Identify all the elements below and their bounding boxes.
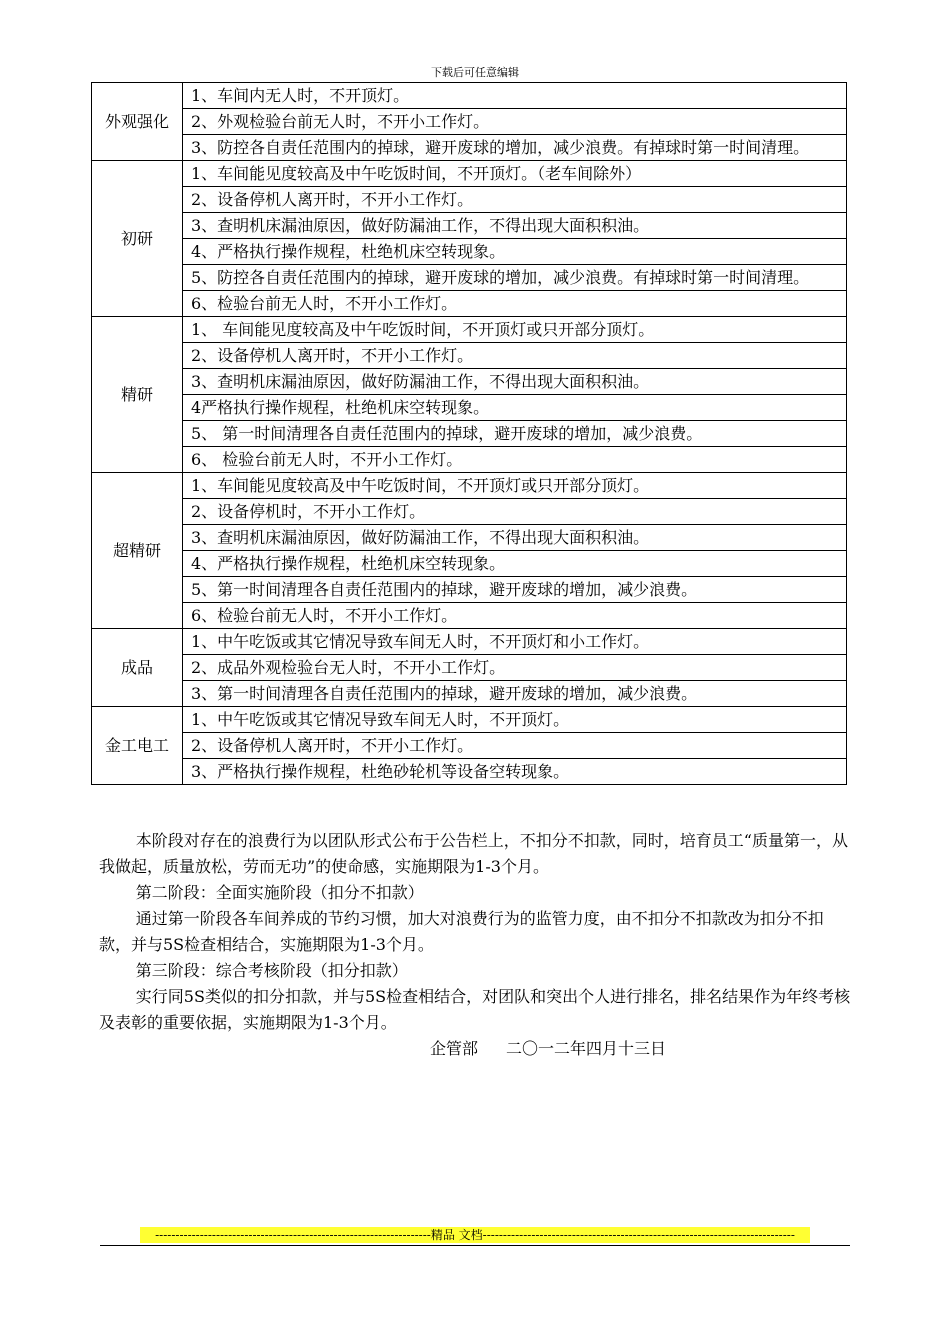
rule-item: 1、车间能见度较高及中午吃饭时间，不开顶灯或只开部分顶灯。 — [183, 473, 847, 499]
category-cell: 成品 — [92, 629, 183, 707]
paragraph-stage-three-description: 实行同5S类似的扣分扣款，并与5S检查相结合，对团队和突出个人进行排名，排名结果作为年终考核及表彰的重要依据，实施期限为1-3个月。 — [99, 987, 851, 1032]
table-row — [92, 395, 847, 421]
table-row — [92, 187, 847, 213]
table-row — [92, 343, 847, 369]
table-row — [92, 239, 847, 265]
table-row — [92, 421, 847, 447]
rule-item: 3、查明机床漏油原因，做好防漏油工作，不得出现大面积积油。 — [183, 213, 847, 239]
rule-item: 3、查明机床漏油原因，做好防漏油工作，不得出现大面积积油。 — [183, 369, 847, 395]
table-row — [92, 447, 847, 473]
table-row — [92, 265, 847, 291]
category-cell: 初研 — [92, 161, 183, 317]
rule-item: 2、设备停机人离开时，不开小工作灯。 — [183, 343, 847, 369]
rule-item: 4、严格执行操作规程，杜绝机床空转现象。 — [183, 551, 847, 577]
rule-item: 2、成品外观检验台无人时，不开小工作灯。 — [183, 655, 847, 681]
table-row — [92, 83, 847, 109]
rule-item: 6、检验台前无人时，不开小工作灯。 — [183, 291, 847, 317]
table-row — [92, 655, 847, 681]
table-row — [92, 317, 847, 343]
heading-stage-two: 第二阶段：全面实施阶段（扣分不扣款） — [135, 883, 424, 902]
table-row — [92, 369, 847, 395]
rule-item: 2、设备停机人离开时，不开小工作灯。 — [183, 733, 847, 759]
rule-item: 4严格执行操作规程，杜绝机床空转现象。 — [183, 395, 847, 421]
rule-item: 3、严格执行操作规程，杜绝砂轮机等设备空转现象。 — [183, 759, 847, 785]
rule-item: 2、设备停机人离开时，不开小工作灯。 — [183, 187, 847, 213]
table-row — [92, 213, 847, 239]
rule-item: 3、查明机床漏油原因，做好防漏油工作，不得出现大面积积油。 — [183, 525, 847, 551]
rule-item: 1、中午吃饭或其它情况导致车间无人时，不开顶灯。 — [183, 707, 847, 733]
rule-item: 1、车间能见度较高及中午吃饭时间，不开顶灯。（老车间除外） — [183, 161, 847, 187]
table-row — [92, 525, 847, 551]
rule-item: 1、车间内无人时，不开顶灯。 — [183, 83, 847, 109]
category-cell: 金工电工 — [92, 707, 183, 785]
header-note: 下载后可任意编辑 — [431, 66, 519, 79]
signature-date: 二〇一二年四月十三日 — [506, 1039, 667, 1058]
rule-item: 6、检验台前无人时，不开小工作灯。 — [183, 603, 847, 629]
rule-item: 2、设备停机时，不开小工作灯。 — [183, 499, 847, 525]
table-row — [92, 629, 847, 655]
paragraph-stage-two-description: 通过第一阶段各车间养成的节约习惯，加大对浪费行为的监管力度，由不扣分不扣款改为扣分不扣款，并与5S检查相结合，实施期限为1-3个月。 — [99, 909, 824, 954]
table-row — [92, 109, 847, 135]
table-row — [92, 135, 847, 161]
heading-stage-three: 第三阶段：综合考核阶段（扣分扣款） — [135, 961, 408, 980]
table-row — [92, 161, 847, 187]
rule-item: 4、严格执行操作规程，杜绝机床空转现象。 — [183, 239, 847, 265]
rule-item: 5、防控各自责任范围内的掉球，避开废球的增加，减少浪费。有掉球时第一时间清理。 — [183, 265, 847, 291]
table-row — [92, 603, 847, 629]
rule-item: 3、防控各自责任范围内的掉球，避开废球的增加，减少浪费。有掉球时第一时间清理。 — [183, 135, 847, 161]
category-cell: 超精研 — [92, 473, 183, 629]
rule-item: 2、外观检验台前无人时，不开小工作灯。 — [183, 109, 847, 135]
table-row — [92, 473, 847, 499]
category-cell: 精研 — [92, 317, 183, 473]
signature — [99, 1036, 853, 1062]
table-row — [92, 759, 847, 785]
rule-item: 5、第一时间清理各自责任范围内的掉球，避开废球的增加，减少浪费。 — [183, 577, 847, 603]
energy-saving-rules-table — [91, 82, 847, 785]
table-row — [92, 551, 847, 577]
table-row — [92, 707, 847, 733]
signature-department: 企管部 — [430, 1039, 479, 1058]
table-row — [92, 577, 847, 603]
footer-banner: --------------------------------------------------------------------精品 文档----------------------------------------------------------------------------- — [140, 1227, 810, 1243]
table-row — [92, 499, 847, 525]
rule-item: 1、 车间能见度较高及中午吃饭时间，不开顶灯或只开部分顶灯。 — [183, 317, 847, 343]
rule-item: 1、中午吃饭或其它情况导致车间无人时，不开顶灯和小工作灯。 — [183, 629, 847, 655]
document-body — [99, 828, 853, 1062]
paragraph-stage-one-description: 本阶段对存在的浪费行为以团队形式公布于公告栏上，不扣分不扣款，同时，培育员工“质量第一，从我做起，质量放松，劳而无功”的使命感，实施期限为1-3个月。 — [99, 831, 848, 876]
category-cell: 外观强化 — [92, 83, 183, 161]
rule-item: 6、 检验台前无人时，不开小工作灯。 — [183, 447, 847, 473]
footer-divider — [100, 1245, 850, 1246]
table-row — [92, 681, 847, 707]
table-row — [92, 291, 847, 317]
table-row — [92, 733, 847, 759]
rule-item: 5、 第一时间清理各自责任范围内的掉球，避开废球的增加，减少浪费。 — [183, 421, 847, 447]
rule-item: 3、第一时间清理各自责任范围内的掉球，避开废球的增加，减少浪费。 — [183, 681, 847, 707]
